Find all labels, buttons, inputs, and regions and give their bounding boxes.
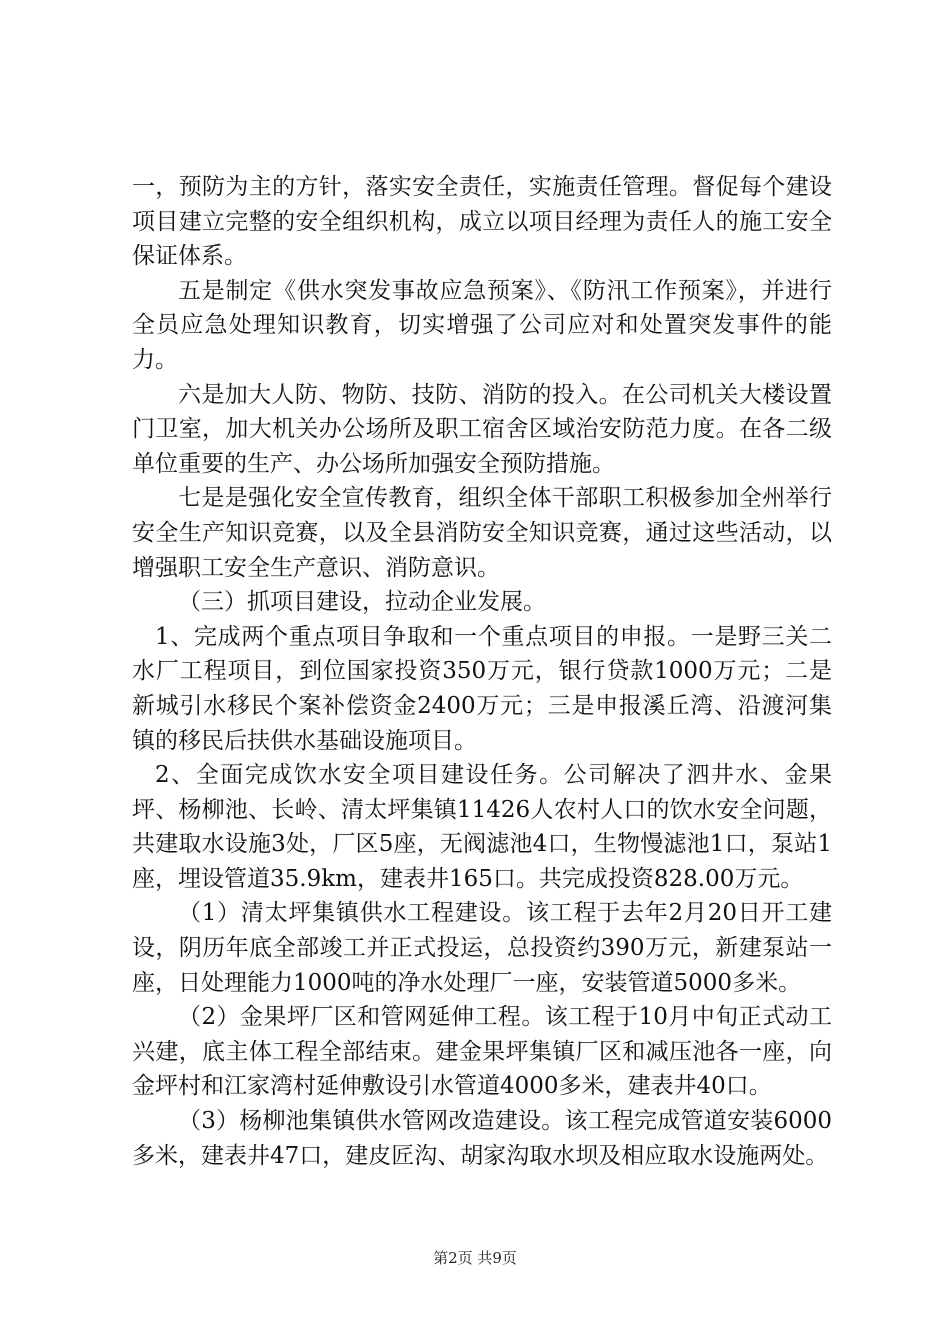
section-heading: （三）抓项目建设，拉动企业发展。 (178, 589, 546, 616)
paragraph-6: 2、全面完成饮水安全项目建设任务。公司解决了泗井水、金果坪、杨柳池、长岭、清太坪集镇11426人农村人口的饮水安全问题，共建取水设施3处，厂区5座，无阀滤池4口，生物慢滤池1口，泵站1座，埋设管道35.9km，建表井165口。共完成投资828.00万元。 (132, 762, 832, 892)
paragraph-1: 一，预防为主的方针，落实安全责任，实施责任管理。督促每个建设项目建立完整的安全组织机构，成立以项目经理为责任人的施工安全保证体系。 (132, 174, 832, 270)
paragraph-7: （1）清太坪集镇供水工程建设。该工程于去年2月20日开工建设，阴历年底全部竣工并正式投运，总投资约390万元，新建泵站一座，日处理能力1000吨的净水处理厂一座，安装管道5000多米。 (132, 900, 832, 996)
document-body (132, 170, 832, 1173)
paragraph-8: （2）金果坪厂区和管网延伸工程。该工程于10月中旬正式动工兴建，底主体工程全部结束。建金果坪集镇厂区和减压池各一座，向金坪村和江家湾村延伸敷设引水管道4000多米，建表井40口。 (132, 1004, 832, 1100)
paragraph-2: 五是制定《供水突发事故应急预案》、《防汛工作预案》，并进行全员应急处理知识教育，切实增强了公司应对和处置突发事件的能力。 (132, 277, 832, 373)
paragraph-4: 七是是强化安全宣传教育，组织全体干部职工积极参加全州举行安全生产知识竞赛，以及全县消防安全知识竞赛，通过这些活动，以增强职工安全生产意识、消防意识。 (132, 485, 832, 581)
paragraph-3: 六是加大人防、物防、技防、消防的投入。在公司机关大楼设置门卫室，加大机关办公场所及职工宿舍区域治安防范力度。在各二级单位重要的生产、办公场所加强安全预防措施。 (132, 381, 832, 477)
paragraph-5: 1、完成两个重点项目争取和一个重点项目的申报。一是野三关二水厂工程项目，到位国家投资350万元，银行贷款1000万元；二是新城引水移民个案补偿资金2400万元；三是申报溪丘湾、沿渡河集镇的移民后扶供水基础设施项目。 (132, 623, 832, 754)
page-footer: 第2页 共9页 (433, 1249, 517, 1267)
paragraph-9: （3）杨柳池集镇供水管网改造建设。该工程完成管道安装6000多米，建表井47口，建皮匠沟、胡家沟取水坝及相应取水设施两处。 (132, 1108, 832, 1169)
